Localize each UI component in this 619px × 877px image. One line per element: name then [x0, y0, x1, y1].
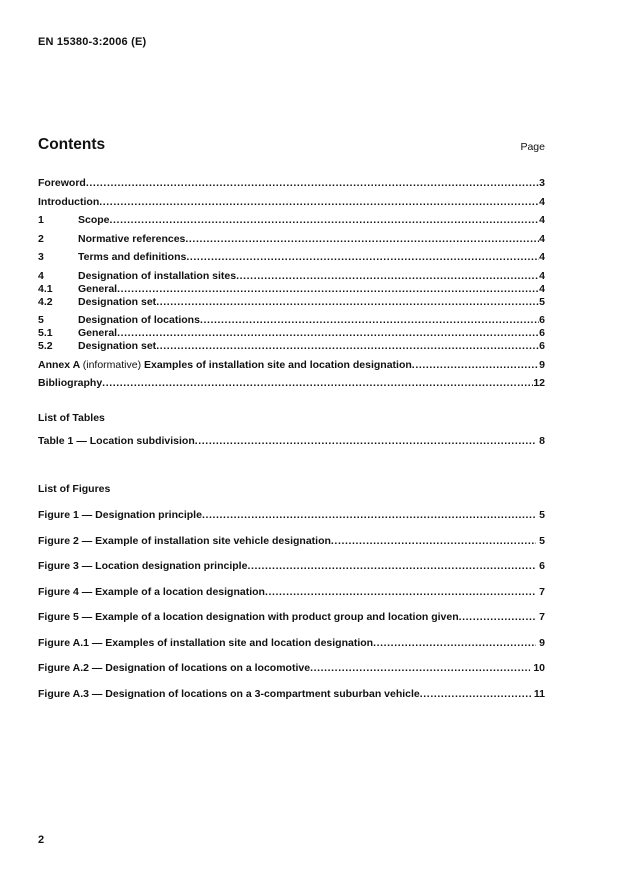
toc-leader-dots [331, 535, 536, 548]
toc-entry [38, 359, 545, 372]
toc-entry-page: 9 [539, 358, 545, 371]
toc-entry [38, 340, 545, 353]
toc-entry-page: 4 [539, 232, 545, 245]
toc-leader-dots [236, 270, 539, 283]
toc-entry-page: 6 [539, 327, 545, 339]
toc-entry-title: Terms and definitions [78, 251, 187, 263]
figure-entry [38, 509, 545, 522]
toc-entry-page: 8 [539, 435, 545, 447]
toc-entry [38, 327, 545, 340]
toc-entry-title: Designation set [78, 340, 157, 352]
toc-entry-number: 3 [38, 251, 44, 263]
toc-entry [38, 314, 545, 327]
toc-entry-page: 6 [539, 340, 545, 352]
toc-entry-title: General [78, 327, 118, 339]
toc-leader-dots [117, 327, 539, 340]
toc-leader-dots [459, 611, 537, 624]
figure-entry [38, 637, 545, 650]
toc-leader-dots [195, 435, 536, 448]
toc-entry-title: Normative references [78, 232, 186, 245]
toc-entry-title: Figure 2 — Example of installation site vehicle designation [38, 534, 331, 547]
toc-entry [38, 177, 545, 190]
toc-entry-title: Figure A.2 — Designation of locations on a locomotive [38, 662, 311, 674]
document-code: EN 15380-3:2006 (E) [38, 36, 147, 48]
toc-entry-page: 9 [539, 636, 545, 649]
figure-entry [38, 560, 545, 573]
toc-leader-dots [86, 177, 539, 190]
contents-title: Contents [38, 136, 106, 153]
figure-entry [38, 535, 545, 548]
toc-entry-number: 4 [38, 269, 44, 282]
figure-entry [38, 586, 545, 599]
toc-leader-dots [156, 340, 539, 353]
toc-leader-dots [156, 296, 539, 309]
toc-leader-dots [99, 196, 539, 209]
toc-entry [38, 214, 545, 227]
toc-entry-page: 12 [533, 377, 545, 389]
contents-header [38, 136, 545, 154]
list-of-tables-heading: List of Tables [38, 411, 105, 424]
table-entry [38, 435, 545, 448]
toc-entry-page: 4 [539, 269, 545, 282]
list-of-figures [38, 509, 545, 700]
toc-entry-title: Figure A.3 — Designation of locations on a 3-compartment suburban vehicle [38, 687, 420, 700]
toc-entry-page: 5 [539, 534, 545, 547]
toc-entry-number: 5.1 [38, 327, 53, 339]
toc-entry [38, 233, 545, 246]
toc-entry-page: 4 [539, 195, 545, 208]
toc-entry-page: 7 [539, 585, 545, 598]
toc-leader-dots [310, 662, 530, 675]
toc-entry-page: 6 [539, 314, 545, 326]
toc-entry-title: Figure 3 — Location designation principle [38, 560, 248, 572]
toc-entry-title: Designation of installation sites [78, 269, 237, 282]
toc-entry [38, 296, 545, 309]
toc-entry-title: Figure 5 — Example of a location designation with product group and location given [38, 611, 459, 623]
list-of-figures-heading: List of Figures [38, 482, 111, 495]
toc-leader-dots [202, 509, 536, 522]
toc-entry-title: Designation of locations [78, 314, 200, 326]
figure-entry [38, 662, 545, 675]
toc-leader-dots [117, 283, 539, 296]
toc-entry-page: 4 [539, 282, 545, 295]
toc-entry [38, 283, 545, 296]
toc-entry-title: Table 1 — Location subdivision [38, 435, 195, 447]
toc-entry-title: Foreword [38, 177, 86, 189]
toc-leader-dots [420, 688, 531, 701]
footer-page-number: 2 [38, 834, 45, 846]
toc-entry-title: Figure A.1 — Examples of installation site and location designation [38, 636, 374, 649]
toc-entry-title: Figure 4 — Example of a location designation [38, 585, 265, 598]
toc-entry-number: 4.2 [38, 295, 53, 308]
toc-entry-number: 4.1 [38, 282, 53, 295]
toc-entry-title: Annex A (informative) Examples of installation site and location designation [38, 358, 412, 371]
toc-leader-dots [373, 637, 536, 650]
toc-entry [38, 377, 545, 390]
toc-entry [38, 196, 545, 209]
toc-leader-dots [265, 586, 536, 599]
toc-entry-page: 5 [539, 295, 545, 308]
toc-entry-title: General [78, 282, 118, 295]
toc-leader-dots [110, 214, 540, 227]
toc-entry-page: 5 [539, 509, 545, 521]
figure-entry [38, 611, 545, 624]
toc-entry [38, 251, 545, 264]
page-column-label: Page [520, 141, 545, 153]
toc-entry-page: 6 [539, 560, 545, 572]
toc-entry-number: 5.2 [38, 340, 53, 352]
toc-entry-page: 11 [533, 687, 545, 700]
toc-entry-page: 7 [539, 611, 545, 623]
toc-entry-number: 5 [38, 314, 44, 326]
toc-entry-page: 4 [539, 214, 545, 226]
toc-entry-page: 10 [533, 662, 545, 674]
toc-entry-page: 3 [539, 177, 545, 189]
toc-entry-title: Scope [78, 214, 110, 226]
table-of-contents [38, 177, 545, 390]
toc-leader-dots [200, 314, 539, 327]
figure-entry [38, 688, 545, 701]
list-of-tables [38, 435, 545, 448]
toc-entry-title: Bibliography [38, 377, 103, 389]
toc-leader-dots [185, 233, 539, 246]
toc-entry-title: Introduction [38, 195, 100, 208]
toc-entry-title: Designation set [78, 295, 157, 308]
toc-leader-dots [102, 377, 533, 390]
toc-entry [38, 270, 545, 283]
toc-entry-title: Figure 1 — Designation principle [38, 509, 202, 521]
toc-leader-dots [247, 560, 536, 573]
toc-leader-dots [412, 359, 539, 372]
toc-entry-number: 2 [38, 232, 44, 245]
toc-entry-number: 1 [38, 214, 44, 226]
toc-entry-page: 4 [539, 251, 545, 263]
toc-leader-dots [186, 251, 539, 264]
